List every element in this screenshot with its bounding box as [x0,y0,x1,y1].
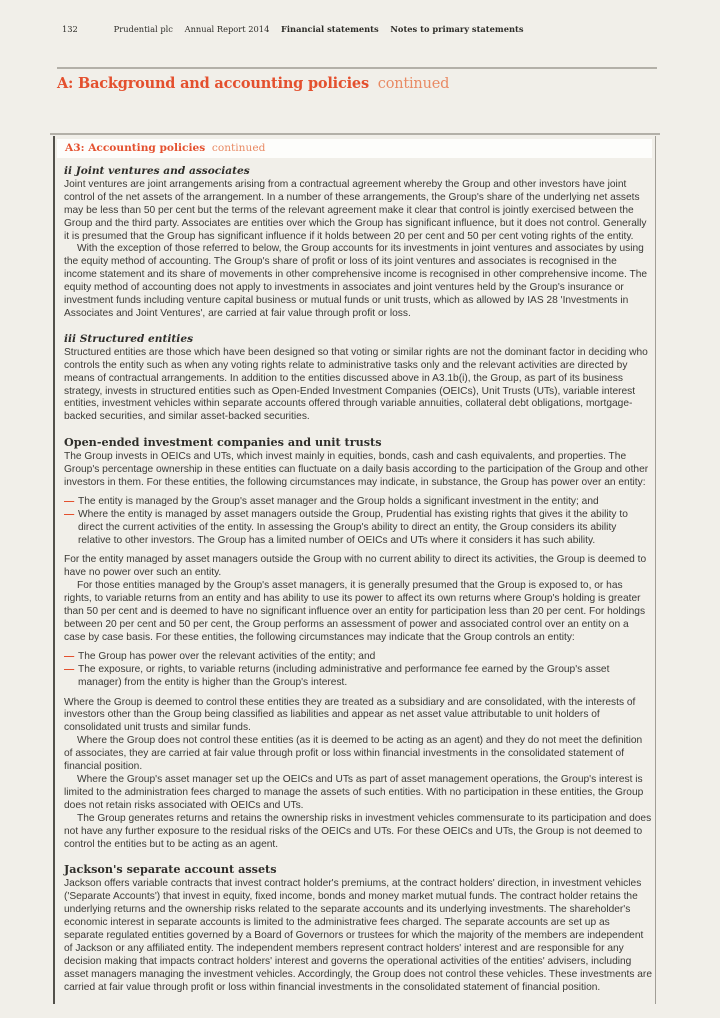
paragraph: Joint ventures are joint arrangements arising from a contractual agreement whereby the Group and other investors have joint control of the net assets of the arrangement. In a number of these arrangements, the Group's share of the underlying net assets may be less than 50 per cent but the terms of the relevant agreement make it clear that control is jointly exercised between the Group and the third party. Associates are entities over which the Group has significant influence, but it does not control. Generally it is presumed that the Group has significant influence if it holds between 20 per cent and 50 per cent voting rights of the entity. [64,178,647,242]
horizontal-rule-section [50,133,660,135]
heading-joint-ventures: ii Joint ventures and associates [64,165,250,177]
paragraph: Where the Group's asset manager set up the OEICs and UTs as part of asset management operations, the Group's interest is limited to the administration fees charged to manage the assets of such entities. With no participation in these entities, the Group does not retain risks associated with OEICs and UTs. [64,773,644,811]
subsection-name: Notes to primary statements [390,24,524,34]
paragraph: The Group invests in OEICs and UTs, which invest mainly in equities, bonds, cash and cash equivalents, and properties. The Group's percentage ownership in these entities can fluctuate on a daily basis according to the participation of the Group and other investors in them. For these entities, the following circumstances may indicate, in substance, the Group has power over an entity: [64,451,649,488]
note-body [64,165,652,994]
paragraph: Where the Group does not control these entities (as it is deemed to be acting as an agent) and they do not meet the definition of associates, they are carried at fair value through profit or loss within financial investments in the consolidated statement of financial position. [64,735,643,773]
dash-bullet: — [64,650,75,662]
chapter-title-continued: continued [377,76,450,92]
dash-bullet: — [64,508,75,520]
horizontal-rule-top [57,67,657,69]
dash-bullet: — [64,495,75,507]
list-item-text: The entity is managed by the Group's asset manager and the Group holds a significant investment in the entity; and [78,495,599,507]
power-indicators-list [64,496,652,548]
list-item-text: Where the entity is managed by asset managers outside the Group, Prudential has existing rights that gives it the ability to direct the current activities of the entity. In assessing the Group's ability to direct an entity, the Group considers its ability relative to other investors. The Group has a limited number of OEICs and UTs where it considers it has such ability. [78,508,628,546]
paragraph: The Group generates returns and retains the ownership risks in investment vehicles commensurate to its participation and does not have any further exposure to the residual risks of the OEICs and UTs. For these OEICs and UTs, the Group is not deemed to control the entities but to be acting as an agent. [64,812,652,850]
dash-bullet: — [64,663,75,675]
paragraph: With the exception of those referred to below, the Group accounts for its investments in joint ventures and associates by using the equity method of accounting. The Group's share of profit or loss of its joint ventures and associates is recognised in the income statement and its share of movements in other comprehensive income is recognised in other comprehensive income. The equity method of accounting does not apply to investments in associates and joint ventures held by the Group's insurance or investment funds including venture capital business or mutual funds or unit trusts, which as allowed by IAS 28 'Investments in Associates and Joint Ventures', are carried at fair value through profit or loss. [64,243,648,319]
control-indicators-list [64,651,652,690]
publication-name: Prudential plc [113,24,173,34]
section-name: Financial statements [281,24,379,34]
list-item-text: The Group has power over the relevant activities of the entity; and [78,650,376,662]
note-heading-bar [57,139,652,158]
paragraph: Where the Group is deemed to control these entities they are treated as a subsidiary and are consolidated, with the interests of investors other than the Group being classified as liabilities and appear as net asset value attributable to unit holders of consolidated unit trusts and similar funds. [64,696,636,734]
list-item [64,651,652,664]
chapter-title-label: A: Background and accounting policies [57,75,369,92]
report-name: Annual Report 2014 [184,24,270,34]
chapter-title [57,75,449,92]
note-section-frame [53,136,656,1004]
note-heading-continued: continued [211,142,266,154]
page-number: 132 [62,24,78,34]
paragraph: For the entity managed by asset managers outside the Group with no current ability to direct its activities, the Group is deemed to have no power over such an entity. [64,554,647,579]
heading-oeic-unit-trusts: Open-ended investment companies and unit trusts [64,435,382,450]
note-heading-label: A3: Accounting policies [65,142,206,154]
list-item [64,509,652,548]
list-item [64,496,652,509]
paragraph: For those entities managed by the Group's asset managers, it is generally presumed that the Group is exposed to, or has rights, to variable returns from an entity and has ability to use its power to affect its own returns where Group's holding is greater than 50 per cent and is deemed to have no significant influence over an entity for participation less than 20 per cent. For holdings between 20 per cent and 50 per cent, the Group performs an assessment of power and associated control over an entity on a case by case basis. For these entities, the following circumstances may indicate that the Group controls an entity: [64,580,646,643]
list-item [64,664,652,690]
paragraph: Structured entities are those which have been designed so that voting or similar rights are not the dominant factor in deciding who controls the entity such as when any voting rights relate to administrative tasks only and the relevant activities are directed by means of contractual arrangements. In addition to the entities discussed above in A3.1b(i), the Group, as part of its business strategy, invests in structured entities such as Open-Ended Investment Companies (OEICs), Unit Trusts (UTs), variable interest entities, investment vehicles within separate accounts offered through variable annuities, collateral debt obligations, mortgage-backed securities, and similar asset-backed securities. [64,346,648,423]
page-header [62,24,533,34]
paragraph: Jackson offers variable contracts that invest contract holder's premiums, at the contract holders' direction, in investment vehicles ('Separate Accounts') that invest in equity, fixed income, bonds and money market mutual funds. The contract holder retains the underlying returns and the ownership risks related to the separate accounts and its underlying investments. The shareholder's economic interest in separate accounts is limited to the administrative fees charged. The separate accounts are set up as separate regulated entities governed by a Board of Governors or trustees for which the majority of the members are independent of Jackson or any affiliated entity. The independent members represent contract holders' interest and are responsible for any decision making that impacts contract holders' interest and governs the operational activities of the entities' advisers, including asset managers managing the investment vehicles. Accordingly, the Group does not control these vehicles. These investments are carried at fair value through profit or loss within financial investments in the consolidated statement of financial position. [64,878,652,993]
heading-structured-entities: iii Structured entities [64,332,194,345]
list-item-text: The exposure, or rights, to variable returns (including administrative and performance fee earned by the Group's asset manager) from the entity is higher than the Group's interest. [78,663,610,688]
heading-jackson-separate-accounts: Jackson's separate account assets [64,862,277,877]
